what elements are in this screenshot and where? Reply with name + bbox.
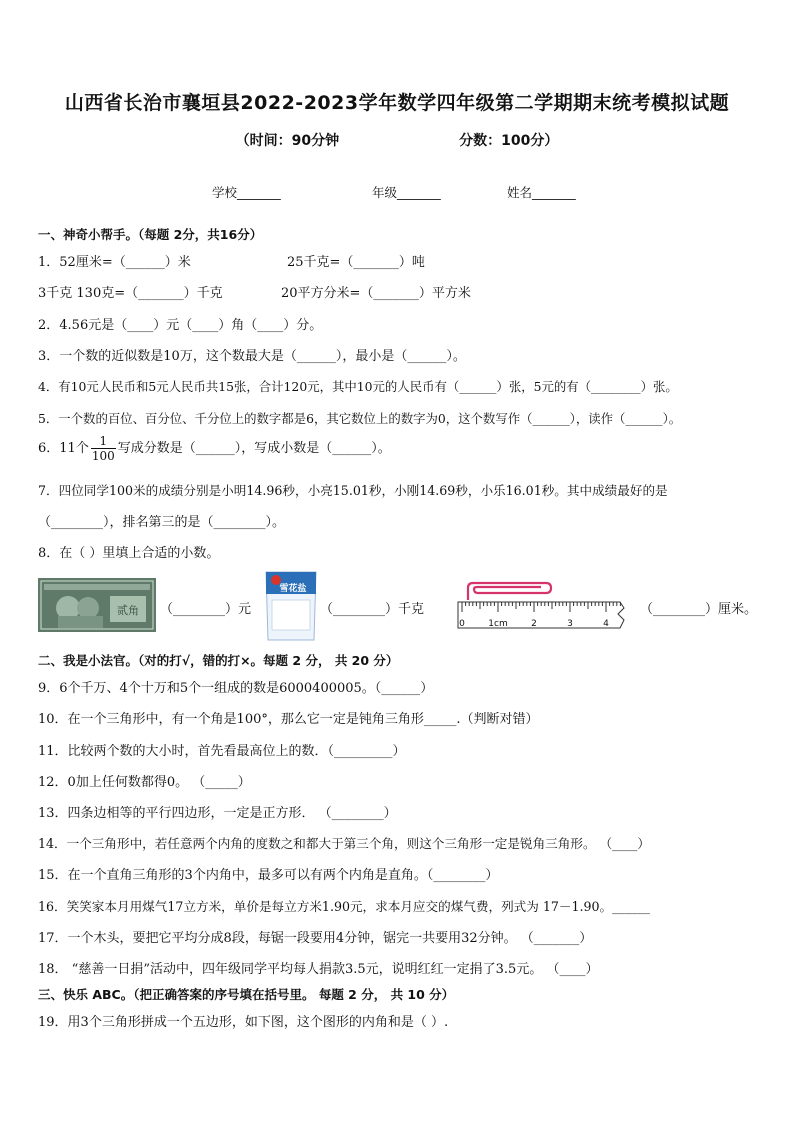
grade-field: 年级_______ [372, 185, 441, 200]
salt-bag-image [262, 566, 320, 644]
question-1b: 25千克=（_______）吨 [287, 255, 425, 270]
name-field: 姓名_______ [507, 185, 576, 200]
question-6-suffix: 写成分数是（______），写成小数是（______）。 [117, 441, 391, 456]
question-7b: （________），排名第三的是（________）。 [38, 515, 286, 530]
question-1d: 20平方分米=（_______）平方米 [281, 286, 471, 301]
question-4: 4．有10元人民币和5元人民币共15张，合计120元，其中10元的人民币有（______）张，5元的有（________）张。 [38, 379, 678, 394]
exam-score: 分数：100分） [459, 133, 559, 149]
fraction-numerator: 1 [91, 434, 116, 449]
exam-meta [0, 130, 794, 150]
section-1-heading: 一、神奇小帮手。（每题 2分，共16分） [38, 227, 263, 242]
ruler-label-3: 3 [567, 619, 573, 629]
page-title: 山西省长治市襄垣县2022-2023学年数学四年级第二学期期末统考模拟试题 [64, 92, 730, 114]
salt-label: 雪花盐 [279, 584, 307, 594]
ruler-label-0: 0 [459, 619, 465, 629]
question-13: 13．四条边相等的平行四边形，一定是正方形． （________） [38, 806, 397, 821]
section-2-heading: 二、我是小法官。（对的打√，错的打×。每题 2 分， 共 20 分） [38, 653, 399, 668]
question-8: 8．在（ ）里填上合适的小数。 [38, 546, 220, 561]
fraction [91, 434, 116, 463]
banknote-label: 贰角 [117, 604, 139, 617]
question-15: 15．在一个直角三角形的3个内角中，最多可以有两个内角是直角。（________） [38, 868, 499, 883]
ruler-label-4: 4 [603, 619, 609, 629]
school-field: 学校_______ [212, 185, 281, 200]
fraction-denominator: 100 [91, 449, 115, 463]
ruler-label-1: 1cm [488, 619, 508, 629]
question-19: 19．用3个三角形拼成一个五边形，如下图，这个图形的内角和是（ ）. [38, 1015, 449, 1030]
question-5: 5．一个数的百位、百分位、千分位上的数字都是6，其它数位上的数字为0，这个数写作（______），读作（______）。 [38, 411, 682, 426]
question-12: 12．0加上任何数都得0。 （_____） [38, 775, 251, 790]
question-17: 17．一个木头，要把它平均分成8段，每锯一段要用4分钟，锯完一共要用32分钟。 （_______） [38, 931, 593, 946]
question-6 [38, 434, 391, 463]
question-1a: 1．52厘米=（______）米 [38, 255, 191, 270]
ruler-icon [456, 580, 628, 634]
section-3-heading: 三、快乐 ABC。（把正确答案的序号填在括号里。 每题 2 分， 共 10 分） [38, 987, 455, 1002]
question-11: 11．比较两个数的大小时，首先看最高位上的数．（_________） [38, 744, 406, 759]
paper-clip-icon [468, 583, 551, 600]
salt-bag-icon [262, 566, 320, 644]
question-8-blank-b: （________）千克 [320, 602, 425, 617]
question-3: 3．一个数的近似数是10万，这个数最大是（______），最小是（______）。 [38, 349, 466, 364]
question-14: 14．一个三角形中，若任意两个内角的度数之和都大于第三个角，则这个三角形一定是锐角三角形。 （____） [38, 836, 650, 851]
question-6-prefix: 6．11个 [38, 441, 89, 456]
question-9: 9．6个千万、4个十万和5个一组成的数是6000400005。（______） [38, 681, 434, 696]
question-8-blank-c: （________）厘米。 [640, 602, 758, 617]
banknote-image [38, 578, 156, 632]
exam-time: （时间：90分钟 [235, 133, 340, 149]
question-16: 16．笑笑家本月用煤气17立方米，单价是每立方米1.90元，求本月应交的煤气费，列式为 17－1.90。______ [38, 899, 650, 914]
ruler-label-2: 2 [531, 619, 537, 629]
question-8-blank-a: （________）元 [160, 602, 252, 617]
question-2: 2．4.56元是（____）元（____）角（____）分。 [38, 318, 323, 333]
banknote-icon [38, 578, 156, 632]
question-1c: 3千克 130克=（_______）千克 [38, 286, 223, 301]
question-7a: 7．四位同学100米的成绩分别是小明14.96秒，小亮15.01秒，小刚14.69秒，小乐16.01秒。其中成绩最好的是 [38, 483, 668, 498]
question-10: 10．在一个三角形中，有一个角是100°，那么它一定是钝角三角形_____.（判断对错） [38, 712, 539, 727]
question-18: 18． “慈善一日捐”活动中，四年级同学平均每人捐款3.5元，说明红红一定捐了3.5元。 （____） [38, 962, 599, 977]
ruler-image [456, 580, 628, 634]
